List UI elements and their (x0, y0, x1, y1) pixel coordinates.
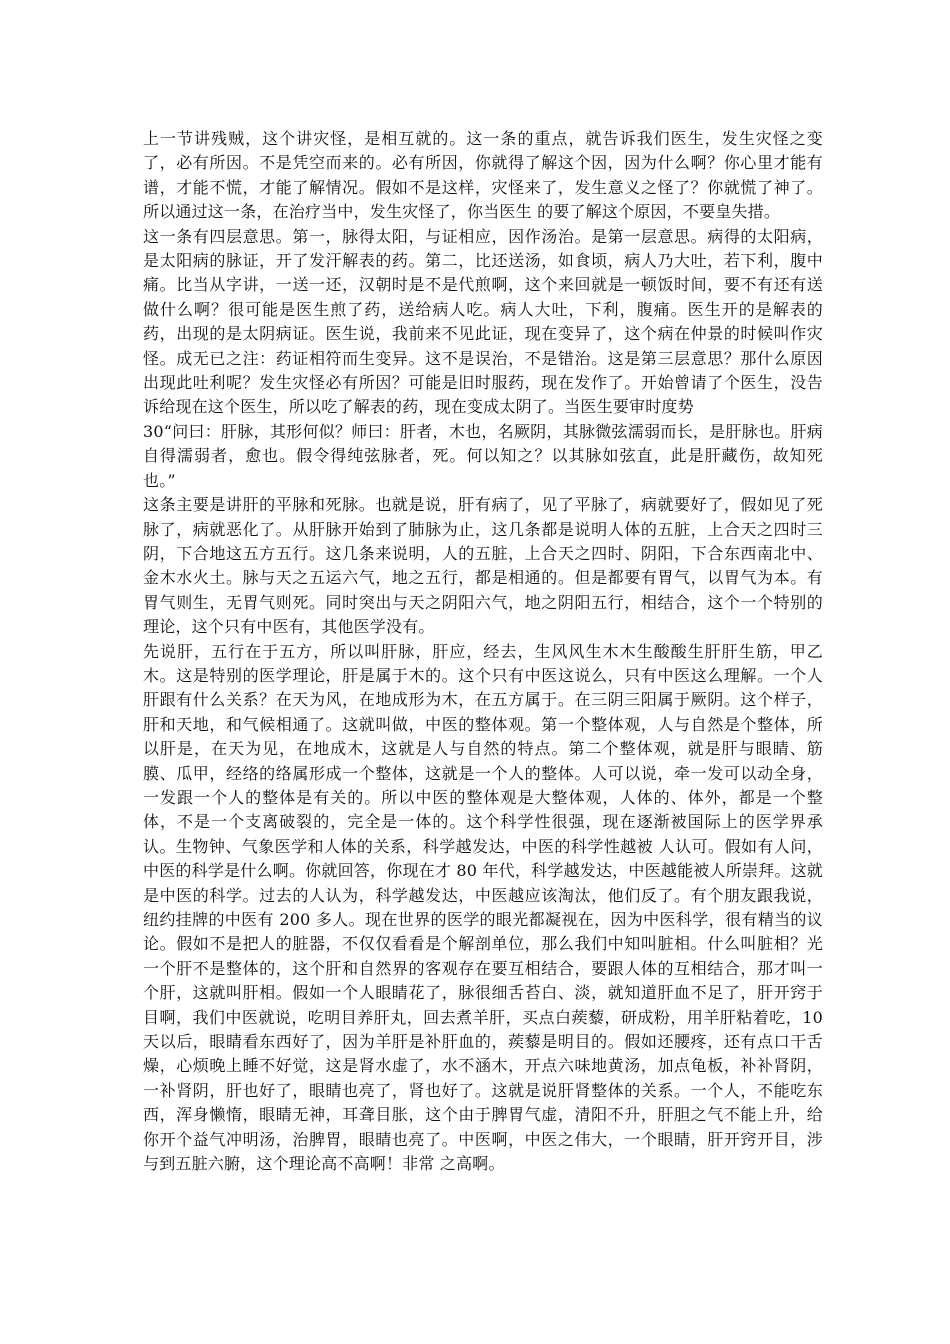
paragraph-4: 这条主要是讲肝的平脉和死脉。也就是说，肝有病了，见了平脉了，病就要好了，假如见了死脉了，病就恶化了。从肝脉开始到了肺脉为止，这几条都是说明人体的五脏，上合天之四时三阴，下合地这五方五行。这几条来说明，人的五脏，上合天之四时、阴阳，下合东西南北中、金木水火土。脉与天之五运六气，地之五行，都是相通的。但是都要有胃气，以胃气为本。有胃气则生，无胃气则死。同时突出与天之阴阳六气，地之阴阳五行，相结合，这个一个特别的理论，这个只有中医有，其他医学没有。 (143, 495, 823, 637)
document-page (143, 127, 823, 1176)
paragraph-1: 上一节讲残贼，这个讲灾怪，是相互就的。这一条的重点，就告诉我们医生，发生灾怪之变了，必有所因。不是凭空而来的。必有所因，你就得了解这个因，因为什么啊？你心里才能有谱，才能不慌，才能了解情况。假如不是这样，灾怪来了，发生意义之怪了？你就慌了神了。所以通过这一条，在治疗当中，发生灾怪了，你当医生 的要了解这个原因，不要皇失措。 (143, 129, 823, 222)
paragraph-2: 这一条有四层意思。第一，脉得太阳，与证相应，因作汤治。是第一层意思。病得的太阳病，是太阳病的脉证，开了发汗解表的药。第二，比还送汤，如食顷，病人乃大吐，若下利，腹中痛。比当从字讲，一送一还，汉朝时是不是代煎啊，这个来回就是一顿饭时间，要不有还有送做什么啊？很可能是医生煎了药，送给病人吃。病人大吐，下利，腹痛。医生开的是解表的药，出现的是太阴病证。医生说，我前来不见此证，现在变异了，这个病在仲景的时候叫作灾怪。成无已之注：药证相符而生变异。这不是误治，不是错治。这是第三层意思？那什么原因出现此吐利呢？发生灾怪必有所因？可能是旧时服药，现在发作了。开始曾请了个医生，没告诉给现在这个医生，所以吃了解表的药，现在变成太阴了。当医生要审时度势 (143, 226, 823, 417)
paragraph-5: 先说肝，五行在于五方，所以叫肝脉，肝应，经去，生风风生木木生酸酸生肝肝生筋，甲乙木。这是特别的医学理论，肝是属于木的。这个只有中医这说么，只有中医这么理解。一个人肝跟有什么关系？在天为风，在地成形为木，在五方属于。在三阴三阳属于厥阴。这个样子，肝和天地，和气候相通了。这就叫做，中医的整体观。第一个整体观，人与自然是个整体，所以肝是，在天为见，在地成木，这就是人与自然的特点。第二个整体观，就是肝与眼睛、筋膜、瓜甲，经络的络属形成一个整体，这就是一个人的整体。人可以说，牵一发可以动全身，一发跟一个人的整体是有关的。所以中医的整体观是大整体观，人体的、体外，都是一个整体，不是一个支离破裂的，完全是一体的。这个科学性很强，现在逐渐被国际上的医学界承认。生物钟、气象医学和人体的关系，科学越发达，中医的科学性越被 人认可。假如有人问，中医的科学是什么啊。你就回答，你现在才 80 年代，科学越发达，中医越能被人所崇拜。这就是中医的科学。过去的人认为，科学越发达，中医越应该淘汰，他们反了。有个朋友跟我说，纽约挂牌的中医有 200 多人。现在世界的医学的眼光都凝视在，因为中医科学，很有精当的议论。假如不是把人的脏器，不仅仅看看是个解剖单位，那么我们中知叫脏相。什么叫脏相？光一个肝不是整体的，这个肝和自然界的客观存在要互相结合，要跟人体的互相结合，那才叫一个肝，这就叫肝相。假如一个人眼睛花了，脉很细舌苔白、淡，就知道肝血不足了，肝开窍于目啊，我们中医就说，吃明目养肝丸，回去煮羊肝，买点白蒺藜，研成粉，用羊肝粘着吃，10 天以后，眼睛看东西好了，因为羊肝是补肝血的，蒺藜是明目的。假如还腰疼，还有点口干舌燥，心烦晚上睡不好觉，这是肾水虚了，水不涵木，开点六味地黄汤，加点龟板，补补肾阴，一补肾阴，肝也好了，眼睛也亮了，肾也好了。这就是说肝肾整体的关系。一个人，不能吃东西，浑身懒惰，眼睛无神，耳聋目胀，这个由于脾胃气虚，清阳不升，肝胆之气不能上升，给你开个益气冲明汤，治脾胃，眼睛也亮了。中医啊，中医之伟大，一个眼睛，肝开窍开目，涉与到五脏六腑，这个理论高不高啊！非常 之高啊。 (143, 641, 823, 1174)
paragraph-3: 30“问曰：肝脉，其形何似？师曰：肝者，木也，名厥阴，其脉微弦濡弱而长，是肝脉也。肝病自得濡弱者，愈也。假令得纯弦脉者，死。何以知之？以其脉如弦直，此是肝藏伤，故知死也。” (143, 421, 823, 490)
